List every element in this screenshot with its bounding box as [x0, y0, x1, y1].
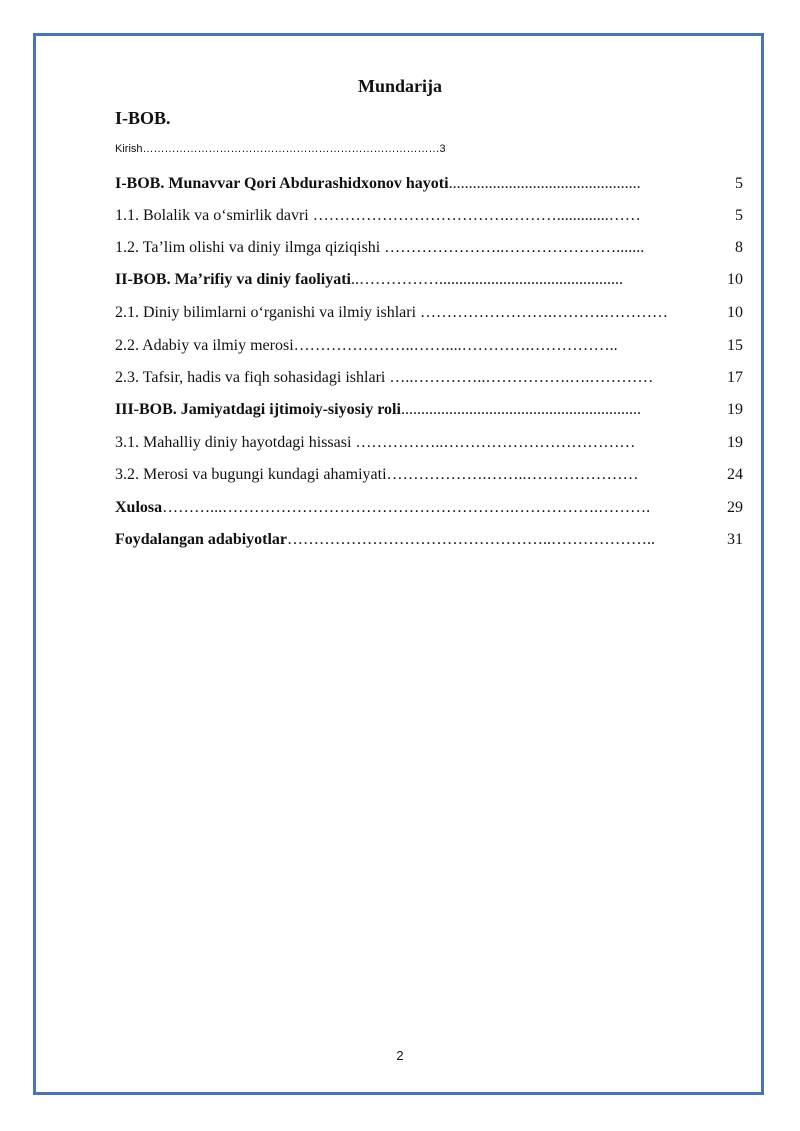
toc-leader-dots: …………………….……….………… [420, 304, 669, 321]
page-number: 2 [396, 1048, 404, 1063]
toc-entry-label: III-BOB. Jamiyatdagi ijtimoiy-siyosiy roli [115, 401, 401, 418]
toc-entry-label: 1.2. Ta’lim olishi va diniy ilmga qiziqishi [115, 239, 385, 256]
toc-entry-label: Foydalangan adabiyotlar [115, 531, 288, 548]
toc-leader-dots: ............................................................ [400, 401, 641, 418]
toc-entry-page: 31 [727, 531, 743, 548]
toc-entry-label: II-BOB. Ma’rifiy va diniy faoliyati [115, 271, 351, 288]
toc-entry-label: 1.1. Bolalik va o‘smirlik davri [115, 207, 313, 224]
toc-entry-page: 5 [735, 175, 743, 192]
toc-entry-kirish: Kirish………………………………………………………………………3 [115, 143, 446, 155]
toc-entry-label: 3.1. Mahalliy diniy hayotdagi hissasi [115, 434, 356, 451]
toc-entry-page: 15 [727, 337, 743, 354]
toc-entry-page: 17 [727, 369, 743, 386]
toc-entry-page: 8 [735, 239, 743, 256]
toc-entry [115, 530, 743, 550]
toc-entry-label: 3.2. Merosi va bugungi kundagi ahamiyati [115, 466, 387, 483]
toc-entry-label: I-BOB. Munavvar Qori Abdurashidxonov hayoti [115, 175, 449, 192]
toc-leader-dots: …………………………………………..……………….. [287, 531, 656, 548]
toc-entry-label: 2.3. Tafsir, hadis va fiqh sohasidagi ishlari [115, 369, 390, 386]
toc-entry-page: 29 [727, 499, 743, 516]
toc-entry-label: Xulosa [115, 499, 163, 516]
toc-entry [115, 336, 743, 356]
toc-entry-page: 19 [727, 401, 743, 418]
toc-entry [115, 238, 743, 258]
toc-leader-dots: ……………….……..………………… [386, 466, 639, 483]
toc-entry [115, 498, 743, 518]
toc-entry [115, 206, 743, 226]
toc-entry [115, 303, 743, 323]
toc-leader-dots: …………………..…………………....... [384, 239, 645, 256]
toc-leader-dots: ................................................ [448, 175, 641, 192]
toc-entry-label: 2.2. Adabiy va ilmiy merosi [115, 337, 294, 354]
toc-entry [115, 400, 743, 420]
toc-entry-page: 19 [727, 434, 743, 451]
toc-entry-page: 24 [727, 466, 743, 483]
toc-entry-page: 5 [735, 207, 743, 224]
toc-leader-dots: …………………..……....………….…………….. [293, 337, 618, 354]
toc-entry [115, 433, 743, 453]
toc-entry-page: 10 [727, 271, 743, 288]
toc-title: Mundarija [357, 76, 442, 96]
toc-leader-dots: ……………………………….……….............…… [312, 207, 641, 224]
toc-entry-label: 2.1. Diniy bilimlarni o‘rganishi va ilmiy ishlari [115, 304, 421, 321]
toc-leader-dots: …..…………..…………….….………… [389, 369, 654, 386]
toc-entry [115, 368, 743, 388]
chapter-heading: I-BOB. [115, 108, 171, 128]
toc-leader-dots: ………...……………………………………………….…………….………. [162, 499, 651, 516]
toc-leader-dots: ..…………….............................................. [351, 271, 623, 288]
toc-entry [115, 465, 743, 485]
toc-entry-page: 10 [727, 304, 743, 321]
toc-leader-dots: ……………..……………………………… [355, 434, 636, 451]
toc-entry [115, 270, 743, 290]
toc-entry [115, 174, 743, 194]
